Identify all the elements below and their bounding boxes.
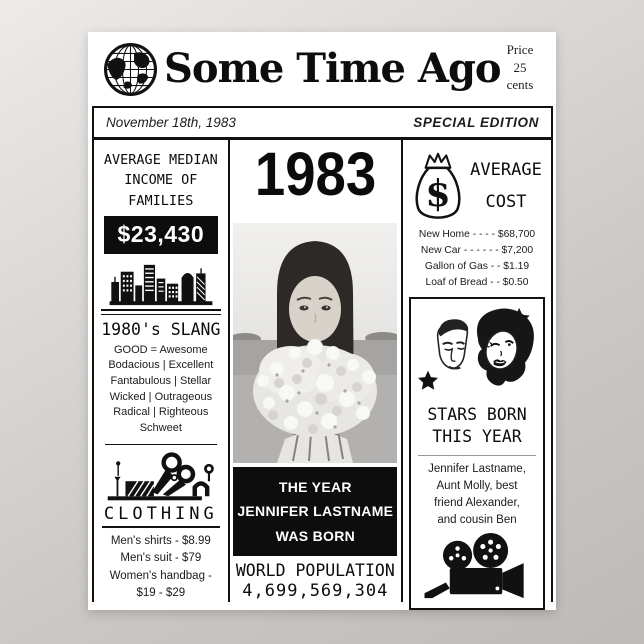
slang-line: Wicked | Outrageous (109, 390, 213, 403)
cost-heading-line: AVERAGE (470, 159, 542, 180)
stars-heading-line: THIS YEAR (432, 427, 522, 447)
right-column (403, 140, 551, 602)
divider (418, 455, 536, 456)
price-label: Price (506, 42, 534, 57)
cost-item: New Car - - - - - - $7,200 (420, 244, 534, 256)
stars-name-line: and cousin Ben (437, 514, 517, 527)
clothing-line: Men's shirts - $8.99 (110, 535, 211, 547)
born-line: JENNIFER LASTNAME (237, 503, 394, 520)
average-cost-header (407, 148, 547, 224)
cost-item: Gallon of Gas - - $1.19 (424, 260, 530, 272)
sewing-kit-icon (101, 451, 221, 503)
double-divider (101, 309, 221, 315)
clothing-line: Men's suit - $79 (120, 552, 202, 565)
clothing-line: $19 - $29 (136, 586, 186, 599)
columns (94, 140, 551, 602)
price-amount: 25 (513, 59, 527, 75)
clothing-list (110, 533, 212, 602)
date-text: November 18th, 1983 (106, 115, 236, 130)
stars-born-heading (427, 404, 526, 449)
left-column (94, 140, 230, 602)
content-frame (92, 106, 553, 602)
masthead (88, 32, 556, 106)
slang-list (108, 343, 213, 437)
divider (105, 444, 217, 445)
income-value: $23,430 (104, 216, 218, 254)
retro-couple-faces-icon (414, 304, 540, 402)
population-heading: WORLD POPULATION (235, 561, 395, 581)
born-line: WAS BORN (275, 527, 356, 544)
cost-item: New Home - - - - $68,700 (418, 229, 536, 240)
cost-list (419, 227, 535, 291)
income-heading: AVERAGE MEDIAN INCOME OF FAMILIES (103, 152, 218, 209)
money-bag-icon (411, 148, 465, 224)
stars-name-line: Jennifer Lastname, (428, 463, 526, 476)
globe-icon (102, 41, 159, 98)
clothing-line: Women's handbag - (109, 569, 212, 582)
woman-with-flowers-photo (233, 223, 397, 463)
center-column (230, 140, 403, 602)
birth-announcement (233, 467, 397, 557)
slang-heading: 1980's SLANG (101, 319, 221, 339)
newspaper-poster (88, 32, 556, 610)
newspaper-title: Some Time Ago (164, 45, 501, 92)
stars-name-line: friend Alexander, (434, 497, 520, 510)
movie-camera-icon (421, 532, 533, 602)
slang-line: GOOD = Awesome (114, 343, 208, 356)
edition-text: SPECIAL EDITION (413, 115, 539, 130)
dateline-row (94, 108, 551, 140)
clothing-heading: CLOTHING (102, 504, 220, 528)
population-value: 4,699,569,304 (242, 581, 389, 602)
city-skyline-icon (100, 258, 222, 306)
slang-line: Bodacious | Excellent (108, 359, 214, 372)
slang-line: Fantabulous | Stellar (110, 375, 212, 388)
stars-names-list (428, 461, 526, 529)
slang-line: Radical | Righteous (113, 406, 209, 419)
stars-name-line: Aunt Molly, best (436, 480, 518, 493)
stars-born-box (409, 297, 545, 611)
year-headline: 1983 (254, 139, 376, 209)
slang-line: Schweet (139, 421, 182, 434)
stars-heading-line: STARS BORN (427, 404, 527, 424)
average-cost-heading (465, 154, 547, 219)
cost-heading-line: COST (485, 192, 527, 212)
price-unit: cents (506, 77, 534, 93)
price-block (490, 41, 550, 94)
cost-item: Loaf of Bread - - $0.50 (425, 276, 529, 288)
born-line: THE YEAR (278, 478, 352, 495)
svg-text:$: $ (425, 171, 451, 215)
